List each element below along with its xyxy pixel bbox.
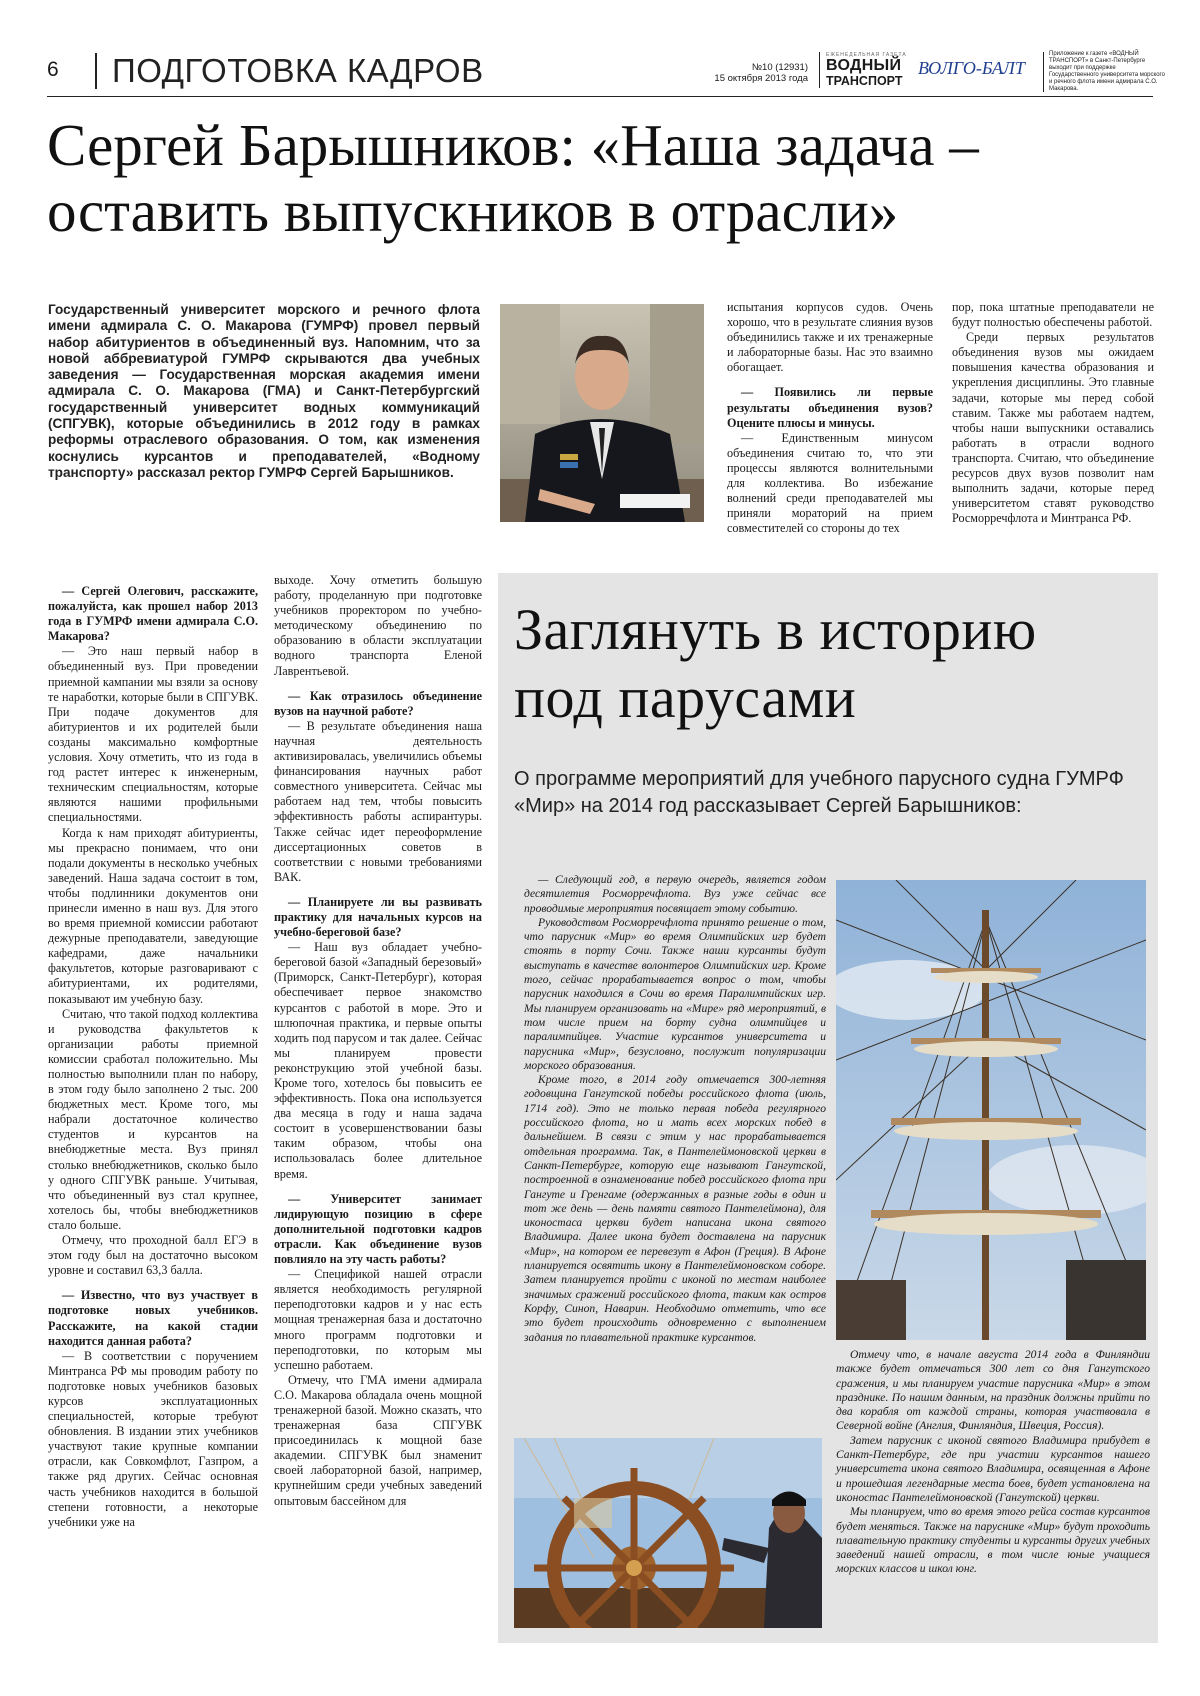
paragraph: Отмечу, что ГМА имени адмирала С.О. Макарова обладала очень мощной тренажерной базой. Можно сказать, что тренажерная база СПГУВК присоединилась к мощной базе академии. СПГУВК был знаменит своей лабораторной базой, например, крупнейшим среди учебных заведений опытовым бассейном для [274, 1372, 482, 1508]
paragraph: — В результате объединения наша научная деятельность активизировалась, увеличились объемы финансирования научных работ совместного университета. Сейчас мы работаем над тем, чтобы повысить эффективность работы аспирантуры. Также сейчас идет переоформление диссертационных советов в соответствии с новыми требованиями ВАК. [274, 718, 482, 884]
sidebar-headline-line2: под парусами [514, 665, 857, 730]
paragraph: Кроме того, в 2014 году отмечается 300-летняя годовщина Гангутской победы российского флота (июль, 1714 год). Это не только первая победа регулярного российского флота, но и мать всех морских побед в дальнейшем. В связи с этим у нас прорабатывается отдельная программа. Так, в Пантелеймоновской церкви в Санкт-Петербурге, которую еще называют Гангутской, построенной в ознаменование побед российского флота при Гангуте и Гренгаме (одержанных в разные годы в один и тот же день — день памяти святого Пантелеймона), для иконостаса церкви будет написана икона святого Владимира. Далее икона будет доставлена на парусник «Мир», на котором ее перевезут в Афон (Греция). В Афоне планируется освятить икону в Пантелеймоновском соборе. Затем планируется пройти с иконой по местам наиболее значимых сражений российского флота, таким как остров Корфу, Синоп, Наварин. Необходимо отметить, что все это будет происходить одновременно с выполнением задания по плавательной практике курсантов. [524, 1073, 826, 1344]
paragraph: — Это наш первый набор в объединенный вуз. При проведении приемной кампании мы взяли за основу те наработки, которые были в СПГУВК. При подаче документов для абитуриентов и их родителей были созданы максимально комфортные условия. Хочу отметить, что из года в год растет интерес к инженерным, техническим специальностям, которые являются нашими профильными специальностями. [48, 644, 258, 825]
sidebar-column-right [836, 1348, 1150, 1577]
logo-divider [819, 52, 820, 88]
paragraph: — Спецификой нашей отрасли является необходимость регулярной переподготовки кадров и у нас есть мощная тренажерная база и достаточно много программ подготовки и переподготовки, по которым мы успешно работаем. [274, 1267, 482, 1372]
portrait-photo [500, 304, 704, 522]
sidebar-headline-line1: Заглянуть в историю [514, 597, 1037, 662]
portrait-illustration [500, 304, 704, 522]
ship-wheel-illustration [514, 1438, 822, 1628]
paragraph: Когда к нам приходят абитуриенты, мы прекрасно понимаем, что они подали документы в несколько учебных заведений. Наша задача состоит в том, чтобы подлинники документов они принесли именно в наш вуз. Для этого во время приемной комиссии работают дежурные преподаватели, заведующие кафедрами, даже начальники факультетов, которые разговаривают с абитуриентами, их родителями, показывают им учебную базу. [48, 825, 258, 1006]
sidebar-column-left [524, 873, 826, 1345]
article-lead: Государственный университет морского и речного флота имени адмирала С. О. Макарова (ГУМРФ) провел первый набор абитуриентов в объединенный вуз. Напомним, что за новой аббревиатурой ГУМРФ скрываются два учебных заведения — Государственная морская академия имени адмирала С. О. Макарова (ГМА) и Санкт-Петербургский государственный университет водных коммуникаций (СПГУВК), которые объединились в 2012 году в рамках реформы отраслевого образования. О том, как изменения коснулись курсантов и преподавателей, «Водному транспорту» рассказал ректор ГУМРФ Сергей Барышников. [48, 302, 480, 480]
newspaper-logo: ЕЖЕНЕДЕЛЬНАЯ ГАЗЕТА ВОДНЫЙ ТРАНСПОРТ ВОЛГО-БАЛТ [826, 52, 1025, 88]
ship-mast-illustration [836, 880, 1146, 1340]
column-1 [48, 584, 258, 1530]
paragraph: выходе. Хочу отметить большую работу, проделанную при подготовке учебников проректором по учебно-методическому объединению по образованию в области эксплуатации водного транспорта Еленой Лаврентьевой. [274, 573, 482, 678]
logo-note-divider [1043, 52, 1044, 92]
sidebar-lead: О программе мероприятий для учебного парусного судна ГУМРФ «Мир» на 2014 год рассказывает Сергей Барышников: [514, 768, 1124, 817]
paragraph: Считаю, что такой подход коллектива и руководства факультетов к организации работы приемной комиссии сработал положительно. Мы полностью выполнили план по набору, в этом году было заполнено 2 тыс. 200 бюджетных мест. Кроме того, мы набрали достаточное количество студентов и курсантов на внебюджетные места. Вуз принял столько внебюджетников, сколько было у одного СПГУВК раньше. Учитывая, что объединенный вуз стал крупнее, хотелось бы, чтобы внебюджетников стало больше. [48, 1006, 258, 1232]
section-title: ПОДГОТОВКА КАДРОВ [112, 52, 484, 89]
question: — Сергей Олегович, расскажите, пожалуйста, как прошел набор 2013 года в ГУМРФ имени адмирала С.О. Макарова? [48, 584, 258, 644]
column-2 [274, 573, 482, 1509]
question: — Известно, что вуз участвует в подготовке новых учебников. Расскажите, на какой стадии находится данная работа? [48, 1288, 258, 1348]
paragraph: Затем парусник с иконой святого Владимира прибудет в Санкт-Петербург, где при участии курсантов нашего университета икона святого Владимира, освященная в Афоне и прошедшая легендарные места боев, будет установлена на иконостас Пантелеймоновской (Гангутской) церкви. [836, 1433, 1150, 1504]
article-headline: Сергей Барышников: «Наша задача – оставить выпускников в отрасли» [47, 112, 979, 244]
issue-date: 15 октября 2013 года [714, 73, 808, 84]
supplement-note: Приложение к газете «ВОДНЫЙ ТРАНСПОРТ» в Санкт-Петербурге выходит при поддержке Государственного университета морского и речного флота имени адмирала С.О. Макарова. [1049, 51, 1165, 92]
issue-number: №10 (12931) [751, 62, 808, 73]
header-bottom-rule [47, 96, 1153, 97]
paragraph: Среди первых результатов объединения вузов мы ожидаем повышения качества образования и укрепления дисциплины. Это главные задачи, которые мы перед собой ставим. Также мы работаем надтем, чтобы наши выпускники оставались работать в отрасли водного транспорта. Считаю, что объединение ресурсов двух вузов позволит нам выполнить задачи, которые перед университетом ставят руководство Росморречфлота и Минтранса РФ. [952, 330, 1154, 526]
paragraph: — Наш вуз обладает учебно-береговой базой «Западный березовый» (Приморск, Санкт-Петербург), которая обеспечивает первое знакомство курсантов с работой в море. Это и шлюпочная практика, и первые опыты ходить под парусом и так далее. Сейчас мы планируем провести реконструкцию этой учебной базы. Кроме того, хотелось бы повысить ее эффективность. Пока она используется два месяца в году и наша задача состоит в усовершенствовании базы таким образом, чтобы она использовалась более длительное время. [274, 940, 482, 1181]
paragraph: пор, пока штатные преподаватели не будут полностью обеспечены работой. [952, 300, 1154, 330]
page-number: 6 [47, 58, 59, 81]
paragraph: — В соответствии с поручением Минтранса РФ мы проводим работу по подготовке новых учебников базовых курсов эксплуатационных специальностей, которые требуют обновления. В издании этих учебников участвуют такие крупные компании отрасли, как Совкомфлот, Газпром, а также ряд других. Сейчас основная часть учебников находится в большой степени готовности, а некоторые учебники уже на [48, 1348, 258, 1529]
paragraph: Мы планируем, что во время этого рейса состав курсантов будет меняться. Также на паруснике «Мир» будут проходить плавательную практику студенты и курсанты других учебных заведений нашей отрасли, в том числе юные учащиеся морских классов и школ юнг. [836, 1505, 1150, 1576]
paragraph: — Следующий год, в первую очередь, является годом десятилетия Росморречфлота. Вуз уже сейчас все проводимые мероприятия посвящает этому событию. [524, 873, 826, 915]
column-top-b [952, 300, 1154, 526]
question: — Планируете ли вы развивать практику для начальных курсов на учебно-береговой базе? [274, 894, 482, 940]
paragraph: испытания корпусов судов. Очень хорошо, что в результате слияния вузов объединились также и их тренажерные и лабораторные базы. Нас это взаимно обогащает. [727, 300, 933, 375]
paragraph: Отмечу, что проходной балл ЕГЭ в этом году был на достаточно высоком уровне и составил 63,3 балла. [48, 1233, 258, 1278]
column-top-a [727, 300, 933, 536]
paragraph: — Единственным минусом объединения считаю то, что эти процессы являются волнительными для коллектива. Во избежание волнений среди преподавателей мы приняли мораторий на прием совместителей со стороны до тех [727, 430, 933, 536]
ship-mast-photo [836, 880, 1146, 1340]
question: — Появились ли первые результаты объединения вузов? Оцените плюсы и минусы. [727, 385, 933, 430]
paragraph: Отмечу что, в начале августа 2014 года в Финляндии также будет отмечаться 300 лет со дня Гангутского сражения, и мы планируем участие парусника «Мир» в этом празднике. По нашим данным, на праздник должны прийти по два корабля от каждой страны, которая участвовала в Северной войне (Англия, Финляндия, Швеция, Россия). [836, 1348, 1150, 1433]
question: — Как отразилось объединение вузов на научной работе? [274, 688, 482, 718]
header-divider [95, 53, 97, 89]
ship-wheel-photo [514, 1438, 822, 1628]
question: — Университет занимает лидирующую позицию в сфере дополнительной подготовки кадров отрасли. Как объединение вузов повлияло на эту часть работы? [274, 1191, 482, 1267]
paragraph: Руководством Росморречфлота принято решение о том, что парусник «Мир» во время Олимпийских игр будет стоять в порту Сочи. Также наши курсанты будут выступать в качестве волонтеров Олимпийских игр. Кроме того, сейчас прорабатывается вопрос о том, чтобы парусник находился в Сочи во время Паралимпийских игр. Мы планируем организовать на «Мире» ряд мероприятий, в том числе прием на борту судна олимпийцев и паралимпийцев. Участие курсантов университета и парусника «Мир», безусловно, послужит популяризации морского образования. [524, 915, 826, 1072]
